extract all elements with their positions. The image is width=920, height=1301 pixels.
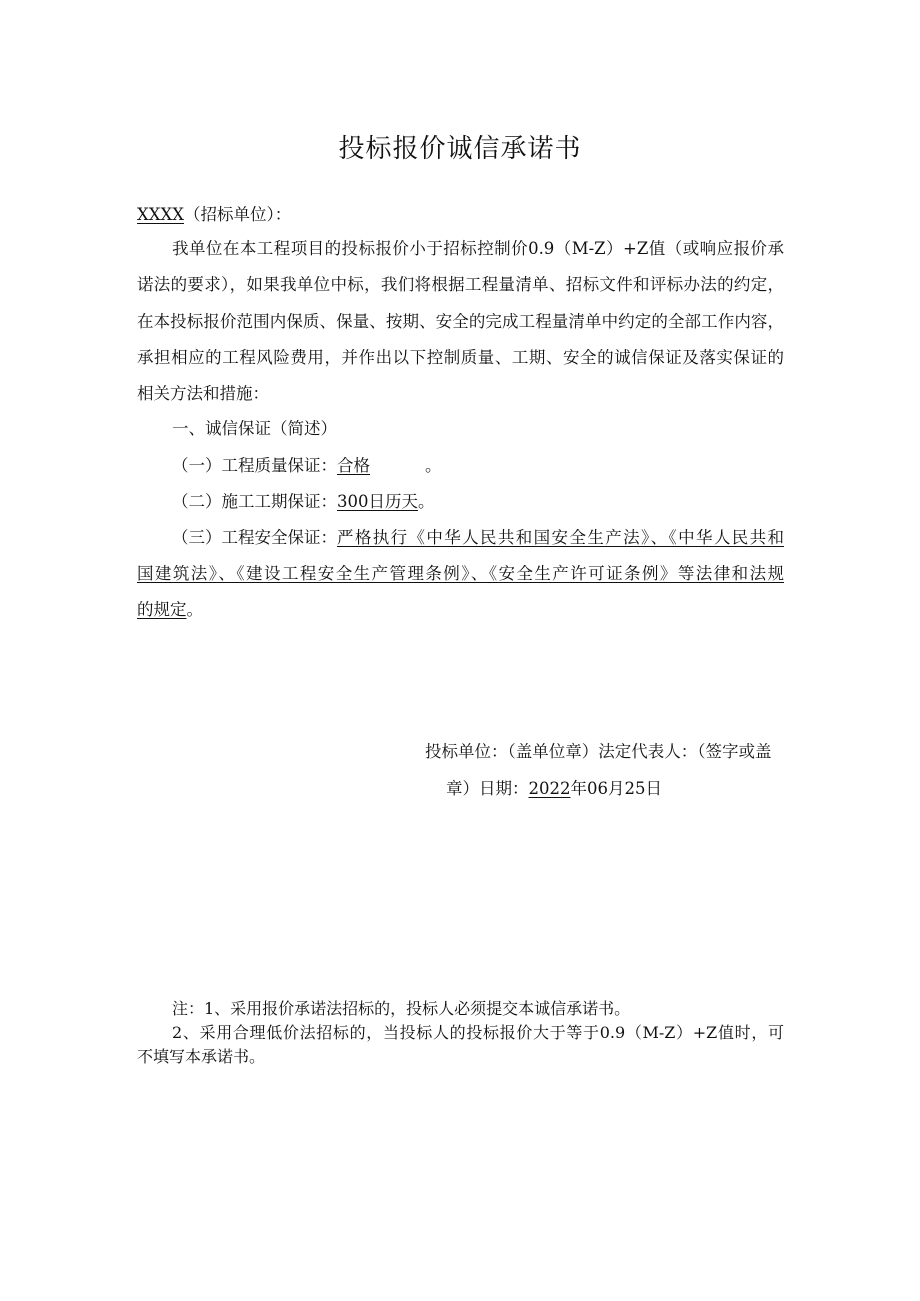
safety-line-2: 国建筑法》、《建设工程安全生产管理条例》、《安全生产许可证条例》等法律和法规 (137, 564, 784, 583)
body-line-2: 诺法的要求），如果我单位中标，我们将根据工程量清单、招标文件和评标办法的约定， (137, 275, 784, 294)
schedule-guarantee (172, 491, 435, 513)
body-line-5: 相关方法和措施： (137, 384, 269, 403)
body-line-4: 承担相应的工程风险费用，并作出以下控制质量、工期、安全的诚信保证及落实保证的 (137, 348, 784, 367)
quality-end: 。 (425, 456, 442, 475)
safety-label: （三）工程安全保证： (172, 528, 337, 547)
quality-guarantee (172, 455, 442, 477)
date-rest: 年06月25日 (570, 779, 662, 798)
note-line-2: 2、采用合理低价法招标的，当投标人的投标报价大于等于0.9（M-Z）+Z值时，可 (172, 1023, 784, 1042)
schedule-value: 300日历天 (337, 492, 418, 511)
safety-line-3-wrap (137, 599, 203, 621)
note-line-3: 不填写本承诺书。 (137, 1047, 266, 1066)
safety-line-1: 严格执行《中华人民共和国安全生产法》、《中华人民共和 (337, 528, 784, 547)
body-line-1: 我单位在本工程项目的投标报价小于招标控制价0.9（M-Z）+Z值（或响应报价承 (172, 239, 784, 258)
date-label: 章）日期： (446, 779, 529, 798)
note-line-1: 注：1、采用报价承诺法招标的，投标人必须提交本诚信承诺书。 (172, 999, 631, 1018)
body-line-3: 在本投标报价范围内保质、保量、按期、安全的完成工程量清单中约定的全部工作内容， (137, 312, 784, 331)
quality-label: （一）工程质量保证： (172, 456, 337, 475)
safety-end: 。 (186, 600, 203, 619)
date-year: 2022 (528, 779, 571, 798)
section-heading: 一、诚信保证（简述） (172, 419, 337, 438)
recipient-suffix: （招标单位）： (184, 205, 292, 224)
signature-line-2 (446, 778, 662, 800)
quality-value: 合格 (337, 456, 370, 475)
safety-line-3: 的规定 (137, 600, 187, 619)
recipient-name: XXXX (137, 205, 184, 224)
safety-guarantee (172, 527, 784, 549)
schedule-end: 。 (418, 492, 435, 511)
signature-line-1: 投标单位：（盖单位章）法定代表人：（签字或盖 (425, 742, 772, 761)
page-title: 投标报价诚信承诺书 (338, 134, 582, 164)
schedule-label: （二）施工工期保证： (172, 492, 337, 511)
recipient-line (137, 204, 291, 226)
